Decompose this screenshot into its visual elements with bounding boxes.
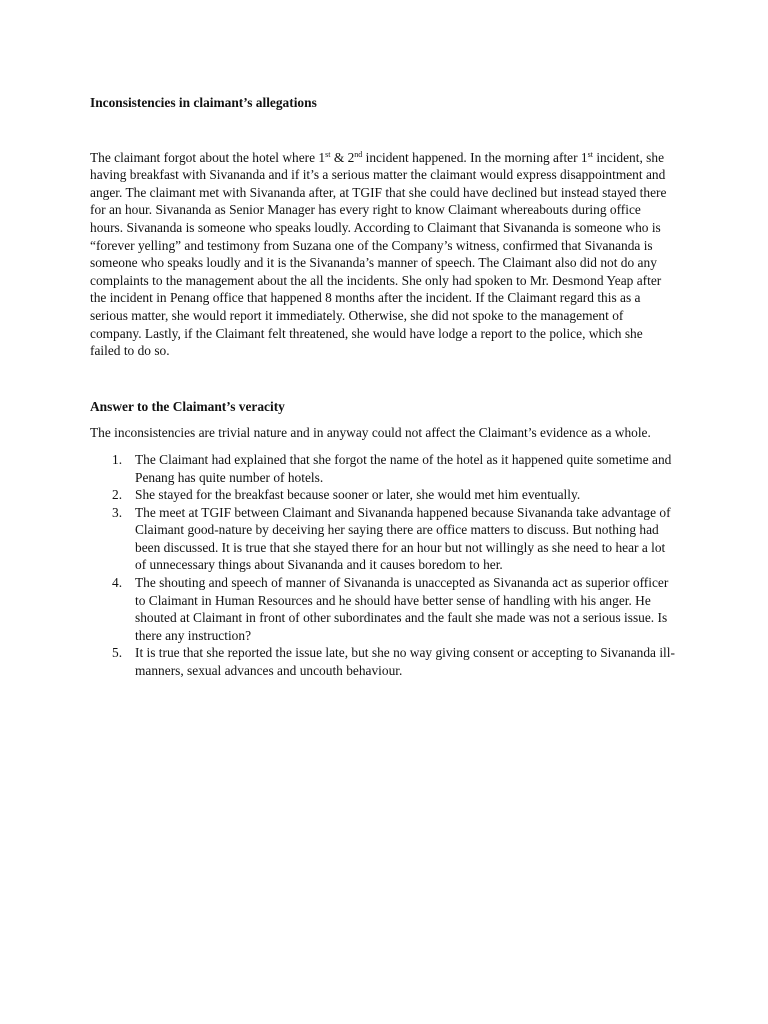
list-item — [90, 644, 676, 679]
list-number: 3. — [112, 504, 123, 520]
section-heading-veracity: Answer to the Claimant’s veracity — [90, 398, 285, 414]
list-number: 1. — [112, 451, 123, 467]
list-item-text: The Claimant had explained that she forgot the name of the hotel as it happened quite sometime and Penang has quite number of hotels. — [135, 451, 672, 485]
list-number: 2. — [112, 487, 123, 503]
document-page — [90, 90, 676, 680]
list-item — [90, 504, 676, 574]
list-item-text: She stayed for the breakfast because sooner or later, she would met him eventually. — [135, 487, 581, 503]
superscript: st — [325, 149, 331, 159]
paragraph-text: incident happened. In the morning after 1 — [362, 149, 588, 165]
section-heading-inconsistencies: Inconsistencies in claimant’s allegations — [90, 95, 317, 110]
list-item-text: The meet at TGIF between Claimant and Sivananda happened because Sivananda take advantage of Claimant good-nature by deceiving her saying there are office matters to discuss. But nothing had been discussed. It is true that she stayed there for an hour but not willingly as she need to hear a lot of unnecessary things about Sivananda and it causes boredom to her. — [135, 504, 671, 573]
paragraph-text: The claimant forgot about the hotel where 1 — [90, 149, 326, 165]
paragraph-text: & 2 — [330, 149, 355, 165]
paragraph-veracity-intro: The inconsistencies are trivial nature and in anyway could not affect the Claimant’s evidence as a whole. — [90, 425, 651, 441]
paragraph-inconsistencies — [90, 149, 676, 360]
list-item — [90, 451, 676, 486]
numbered-list — [90, 451, 676, 680]
list-item-text: The shouting and speech of manner of Sivananda is unaccepted as Sivananda act as superior officer to Claimant in Human Resources and he should have better sense of handling with his anger. He shouted at Claimant in front of other subordinates and the fault she made was not a serious issue. Is there any instruction? — [135, 575, 669, 643]
list-item-text: It is true that she reported the issue late, but she no way giving consent or accepting to Sivananda ill-manners, sexual advances and uncouth behaviour. — [135, 645, 675, 679]
superscript: nd — [354, 149, 363, 159]
list-number: 5. — [112, 645, 123, 661]
paragraph-text: incident, she having breakfast with Sivananda and if it’s a serious matter the claimant would express disappointment and anger. The claimant met with Sivananda after, at TGIF that she could have declined but instead stayed there for an hour. Sivananda as Senior Manager has every right to know Claimant whereabouts during office hours. Sivananda is someone who speaks loudly. According to Claimant that Sivananda is someone who is “forever yelling” and testimony from Suzana one of the Company’s witness, confirmed that Sivananda is someone who speaks loudly and it is the Sivananda’s manner of speech. The Claimant also did not do any complaints to the management about the all the incidents. She only had spoken to Mr. Desmond Yeap after the incident in Penang office that happened 8 months after the incident. If the Claimant regard this as a serious matter, she would report it immediately. Otherwise, she did not spoke to the management of company. Lastly, if the Claimant felt threatened, she would have lodge a report to the police, which she failed to do so. — [90, 149, 667, 359]
superscript: st — [587, 149, 593, 159]
list-item — [90, 574, 676, 644]
list-number: 4. — [112, 575, 123, 591]
list-item — [90, 486, 676, 504]
